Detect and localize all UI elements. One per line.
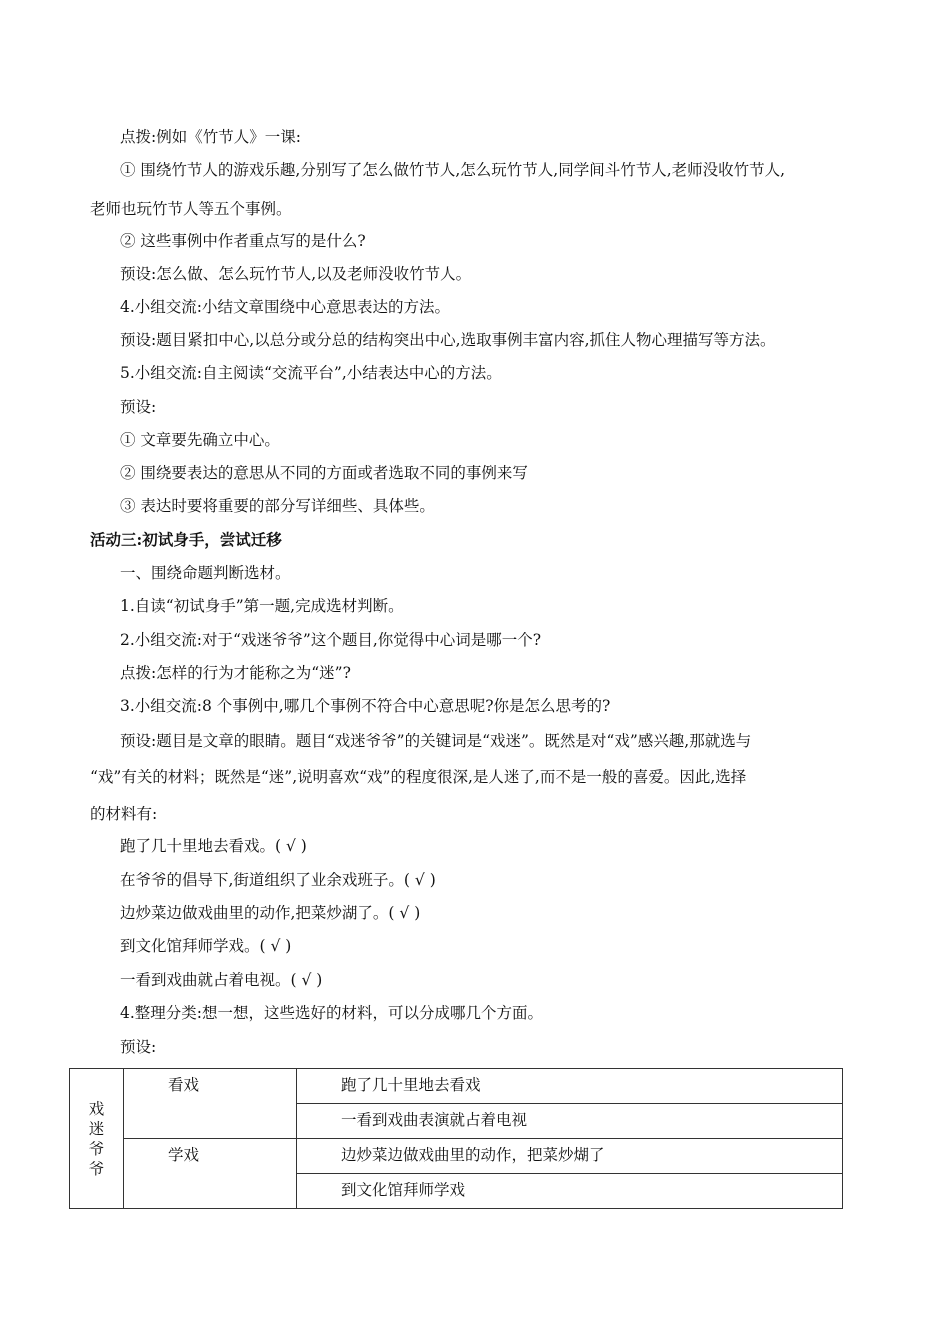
material-cell [297,1174,843,1209]
text-line: 1.自读“初试身手”第一题,完成选材判断。 [120,597,404,615]
material-cell [297,1139,843,1174]
category-cell [124,1069,297,1139]
text-line: ② 这些事例中作者重点写的是什么? [120,232,366,250]
text-line: 预设:题目是文章的眼睛。题目“戏迷爷爷”的关键词是“戏迷”。既然是对“戏”感兴趣,那就选与 [120,732,752,750]
topic-label: 戏迷爷爷 [88,1099,105,1178]
table-row [70,1139,843,1174]
material-cell [297,1069,843,1104]
text-line: 点拨:例如《竹节人》一课: [120,128,301,146]
text-line: 2.小组交流:对于“戏迷爷爷”这个题目,你觉得中心词是哪一个? [120,631,542,649]
text-line: 老师也玩竹节人等五个事例。 [90,200,292,218]
text-line: ① 围绕竹节人的游戏乐趣,分别写了怎么做竹节人,怎么玩竹节人,同学间斗竹节人,老师没收竹节人, [120,161,786,179]
text-line: 预设:怎么做、怎么玩竹节人,以及老师没收竹节人。 [120,265,472,283]
text-line: 在爷爷的倡导下,街道组织了业余戏班子。( √ ) [120,871,436,889]
text-line: 跑了几十里地去看戏。( √ ) [120,837,307,855]
text-line: 边炒菜边做戏曲里的动作,把菜炒湖了。( √ ) [120,904,421,922]
table-row [70,1069,843,1104]
text-line: 4.小组交流:小结文章围绕中心意思表达的方法。 [120,298,451,316]
material-cell [297,1104,843,1139]
section-heading: 活动三:初试身手，尝试迁移 [90,530,282,549]
text-line: 预设:题目紧扣中心,以总分或分总的结构突出中心,选取事例丰富内容,抓住人物心理描写等方法。 [120,331,776,349]
text-line: 一看到戏曲就占着电视。( √ ) [120,971,323,989]
category-cell [124,1139,297,1209]
text-line: 到文化馆拜师学戏。( √ ) [120,937,292,955]
material-item: 跑了几十里地去看戏 [341,1076,481,1094]
text-line: 4.整理分类:想一想，这些选好的材料，可以分成哪几个方面。 [120,1004,544,1022]
text-line: 的材料有: [90,805,158,823]
text-line: 预设: [120,398,157,416]
text-line: “戏”有关的材料；既然是“迷”,说明喜欢“戏”的程度很深,是人迷了,而不是一般的喜爱。因此,选择 [90,768,747,786]
category-label: 看戏 [168,1076,200,1094]
text-line: ② 围绕要表达的意思从不同的方面或者选取不同的事例来写 [120,464,528,482]
text-line: ① 文章要先确立中心。 [120,431,280,449]
material-item: 到文化馆拜师学戏 [341,1181,466,1199]
text-line: 3.小组交流:8 个事例中,哪几个事例不符合中心意思呢?你是怎么思考的? [120,697,611,715]
text-line: 点拨:怎样的行为才能称之为“迷”? [120,664,351,682]
material-item: 边炒菜边做戏曲里的动作，把菜炒煳了 [341,1146,605,1164]
topic-cell [70,1069,124,1209]
text-line: 5.小组交流:自主阅读“交流平台”,小结表达中心的方法。 [120,364,502,382]
text-line: 预设: [120,1038,157,1056]
classification-table [69,1068,843,1209]
text-line: 一、围绕命题判断选材。 [120,564,291,582]
material-item: 一看到戏曲表演就占着电视 [341,1111,528,1129]
category-label: 学戏 [168,1146,200,1164]
text-line: ③ 表达时要将重要的部分写详细些、具体些。 [120,497,435,515]
